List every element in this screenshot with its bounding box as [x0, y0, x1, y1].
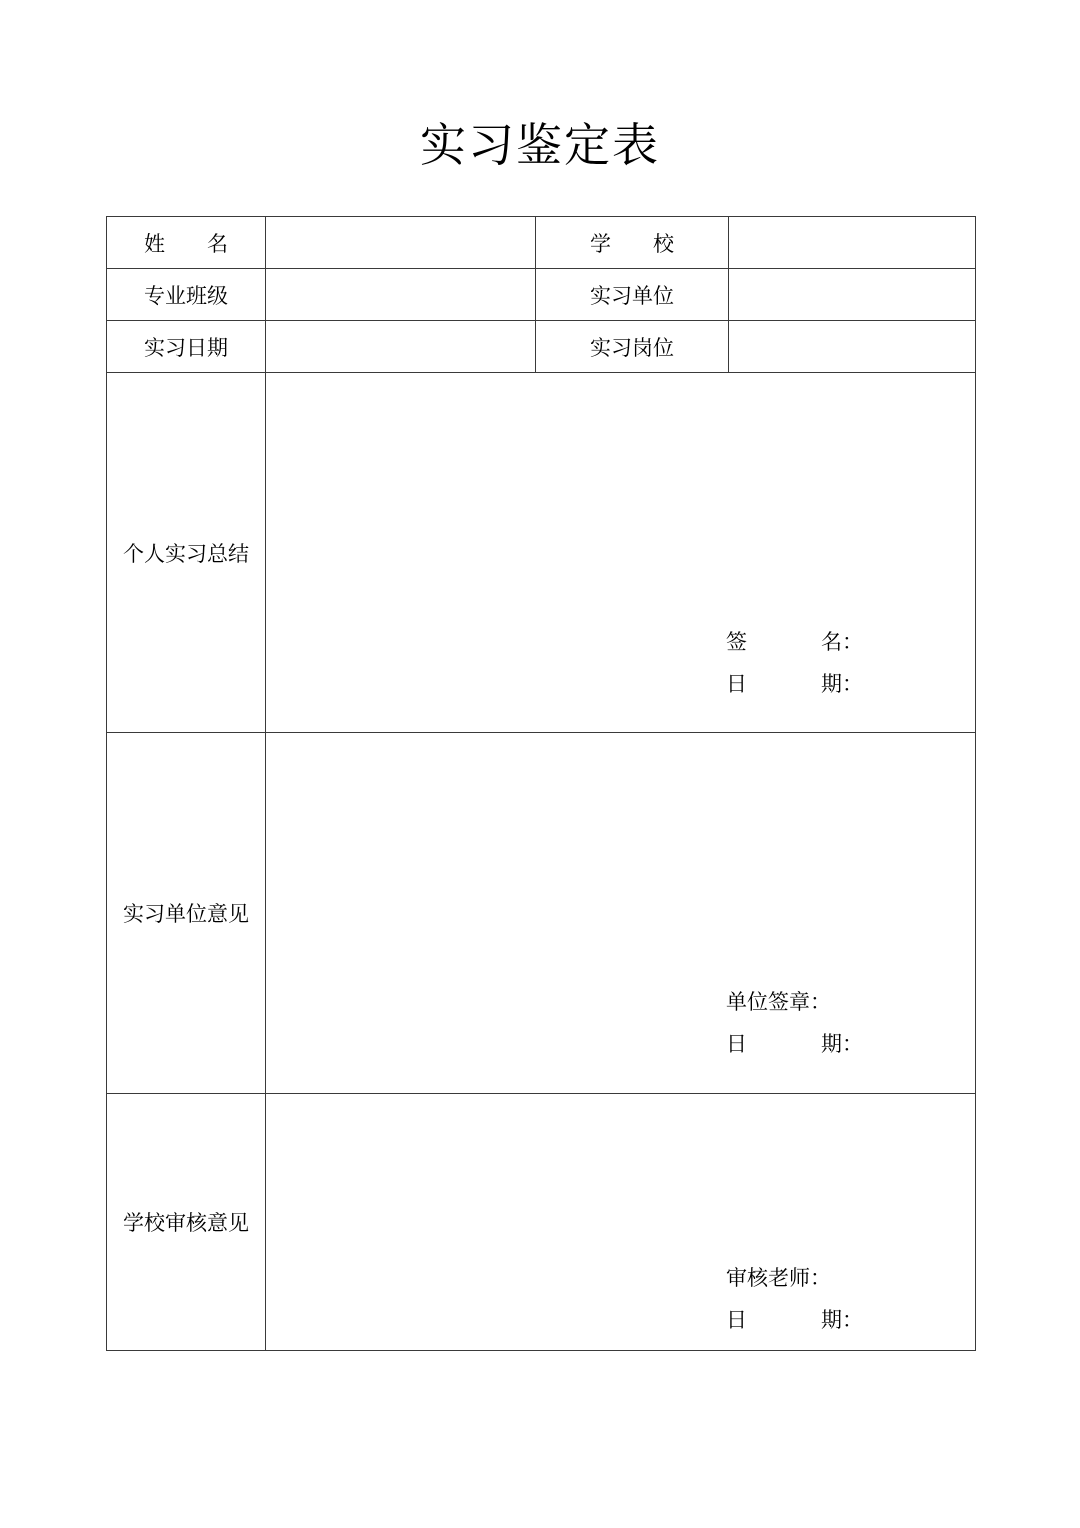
school-opinion-field[interactable] — [266, 1094, 976, 1351]
label-name — [107, 217, 266, 269]
summary-date-key-2: 期： — [821, 672, 863, 696]
row-unit-opinion — [107, 733, 976, 1094]
school-date-line — [726, 1299, 863, 1341]
unit-date-key-2: 期： — [821, 1032, 863, 1056]
label-name-char-2: 名 — [207, 231, 228, 256]
label-school-char-2: 校 — [653, 231, 674, 256]
summary-signature-block — [726, 621, 863, 705]
label-unit-opinion: 实习单位意见 — [107, 733, 266, 1094]
school-date-key-2: 期： — [821, 1308, 863, 1332]
label-school-opinion: 学校审核意见 — [107, 1094, 266, 1351]
appraisal-form-table — [106, 216, 976, 1351]
name-field[interactable] — [266, 217, 536, 269]
label-internship-date: 实习日期 — [107, 321, 266, 373]
school-sign-line — [726, 1257, 863, 1299]
school-signature-block — [726, 1257, 863, 1341]
unit-date-line — [726, 1023, 863, 1065]
personal-summary-field[interactable] — [266, 373, 976, 733]
label-school-char-1: 学 — [590, 231, 611, 256]
unit-date-key-1: 日 — [726, 1032, 747, 1056]
unit-sign-line — [726, 981, 863, 1023]
row-name-school — [107, 217, 976, 269]
school-date-key-1: 日 — [726, 1308, 747, 1332]
label-name-char-1: 姓 — [144, 231, 165, 256]
unit-sign-key: 单位签章： — [726, 990, 831, 1014]
page-title: 实习鉴定表 — [420, 118, 660, 172]
summary-sign-key-2: 名： — [821, 630, 863, 654]
unit-signature-block — [726, 981, 863, 1065]
summary-date-line — [726, 663, 863, 705]
label-major-class: 专业班级 — [107, 269, 266, 321]
row-school-opinion — [107, 1094, 976, 1351]
row-major-unit — [107, 269, 976, 321]
label-internship-position: 实习岗位 — [536, 321, 729, 373]
unit-opinion-field[interactable] — [266, 733, 976, 1094]
school-field[interactable] — [729, 217, 976, 269]
internship-date-field[interactable] — [266, 321, 536, 373]
major-class-field[interactable] — [266, 269, 536, 321]
summary-date-key-1: 日 — [726, 672, 747, 696]
internship-unit-field[interactable] — [729, 269, 976, 321]
label-personal-summary: 个人实习总结 — [107, 373, 266, 733]
row-personal-summary — [107, 373, 976, 733]
row-date-position — [107, 321, 976, 373]
summary-sign-key-1: 签 — [726, 630, 747, 654]
label-internship-unit: 实习单位 — [536, 269, 729, 321]
label-school — [536, 217, 729, 269]
school-sign-key: 审核老师： — [726, 1266, 831, 1290]
summary-sign-line — [726, 621, 863, 663]
internship-position-field[interactable] — [729, 321, 976, 373]
